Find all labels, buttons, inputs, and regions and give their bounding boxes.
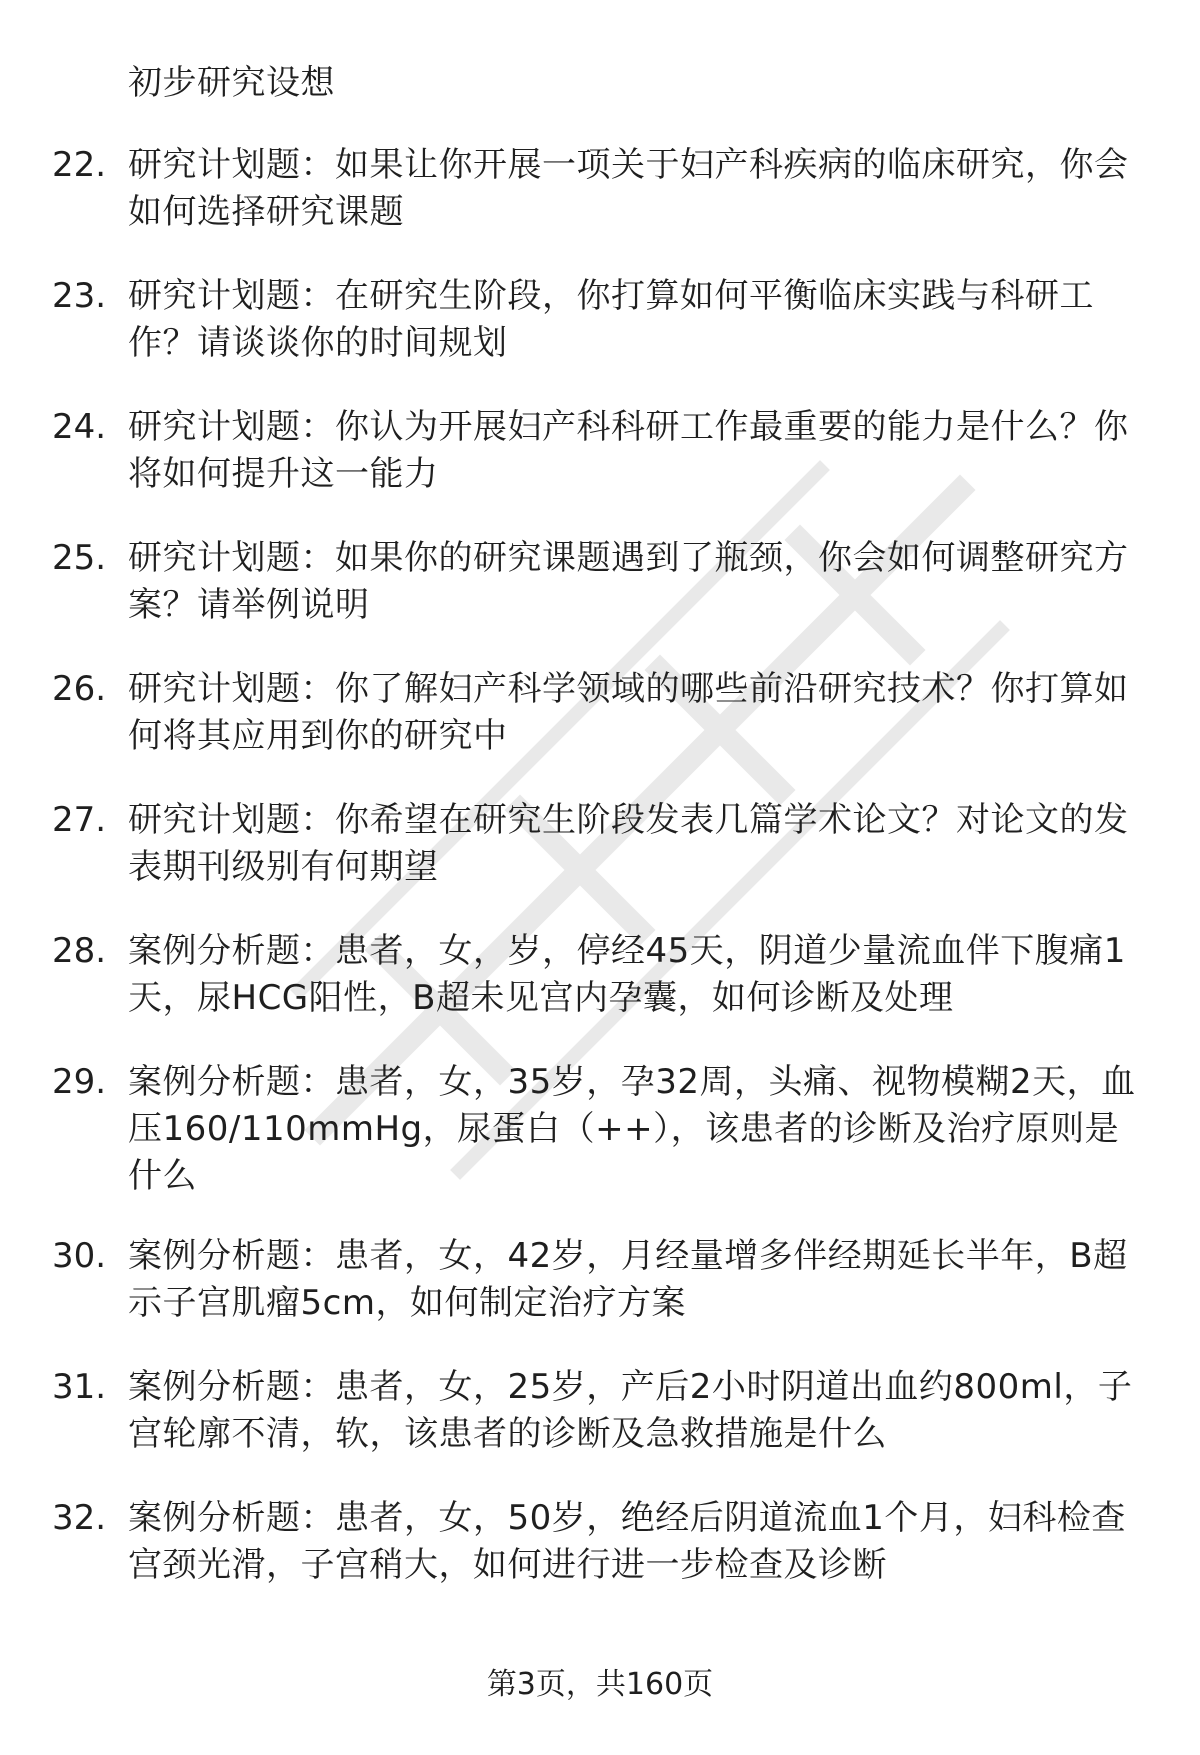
question-text: 案例分析题：患者，女，岁，停经45天，阴道少量流血伴下腹痛1天，尿HCG阳性，B超未见宫内孕囊，如何诊断及处理 xyxy=(128,931,1126,1018)
question-text: 研究计划题：你认为开展妇产科科研工作最重要的能力是什么？你将如何提升这一能力 xyxy=(128,407,1129,494)
question-number: 31. xyxy=(52,1367,107,1407)
question-number: 25. xyxy=(52,538,107,578)
question-item xyxy=(0,142,1200,273)
question-text: 案例分析题：患者，女，42岁，月经量增多伴经期延长半年，B超示子宫肌瘤5cm，如何制定治疗方案 xyxy=(128,1236,1128,1323)
question-item xyxy=(0,1233,1200,1364)
question-list xyxy=(0,142,1200,1626)
question-item xyxy=(0,1364,1200,1495)
question-text: 案例分析题：患者，女，25岁，产后2小时阴道出血约800ml，子宫轮廓不清，软，该患者的诊断及急救措施是什么 xyxy=(128,1367,1133,1454)
question-number: 32. xyxy=(52,1498,107,1538)
question-item xyxy=(0,928,1200,1059)
page-footer: 第3页，共160页 xyxy=(486,1667,714,1702)
question-text: 研究计划题：如果让你开展一项关于妇产科疾病的临床研究，你会如何选择研究课题 xyxy=(128,145,1129,232)
question-item xyxy=(0,273,1200,404)
question-number: 28. xyxy=(52,931,107,971)
question-number: 29. xyxy=(52,1062,107,1102)
question-item xyxy=(0,797,1200,928)
question-number: 26. xyxy=(52,669,107,709)
question-item xyxy=(0,1059,1200,1233)
question-item xyxy=(0,404,1200,535)
question-text: 案例分析题：患者，女，50岁，绝经后阴道流血1个月，妇科检查宫颈光滑，子宫稍大，如何进行进一步检查及诊断 xyxy=(128,1498,1126,1585)
question-text: 研究计划题：你希望在研究生阶段发表几篇学术论文？对论文的发表期刊级别有何期望 xyxy=(128,800,1129,887)
question-text: 研究计划题：如果你的研究课题遇到了瓶颈，你会如何调整研究方案？请举例说明 xyxy=(128,538,1129,625)
question-number: 22. xyxy=(52,145,107,185)
question-number: 30. xyxy=(52,1236,107,1276)
question-item xyxy=(0,666,1200,797)
question-item xyxy=(0,535,1200,666)
question-text: 案例分析题：患者，女，35岁，孕32周，头痛、视物模糊2天，血压160/110mmHg，尿蛋白（++），该患者的诊断及治疗原则是什么 xyxy=(128,1062,1136,1196)
question-number: 23. xyxy=(52,276,107,316)
question-number: 27. xyxy=(52,800,107,840)
question-text: 研究计划题：在研究生阶段，你打算如何平衡临床实践与科研工作？请谈谈你的时间规划 xyxy=(128,276,1094,363)
continuation-text: 初步研究设想 xyxy=(128,63,335,103)
question-number: 24. xyxy=(52,407,107,447)
question-text: 研究计划题：你了解妇产科学领域的哪些前沿研究技术？你打算如何将其应用到你的研究中 xyxy=(128,669,1129,756)
question-item xyxy=(0,1495,1200,1626)
